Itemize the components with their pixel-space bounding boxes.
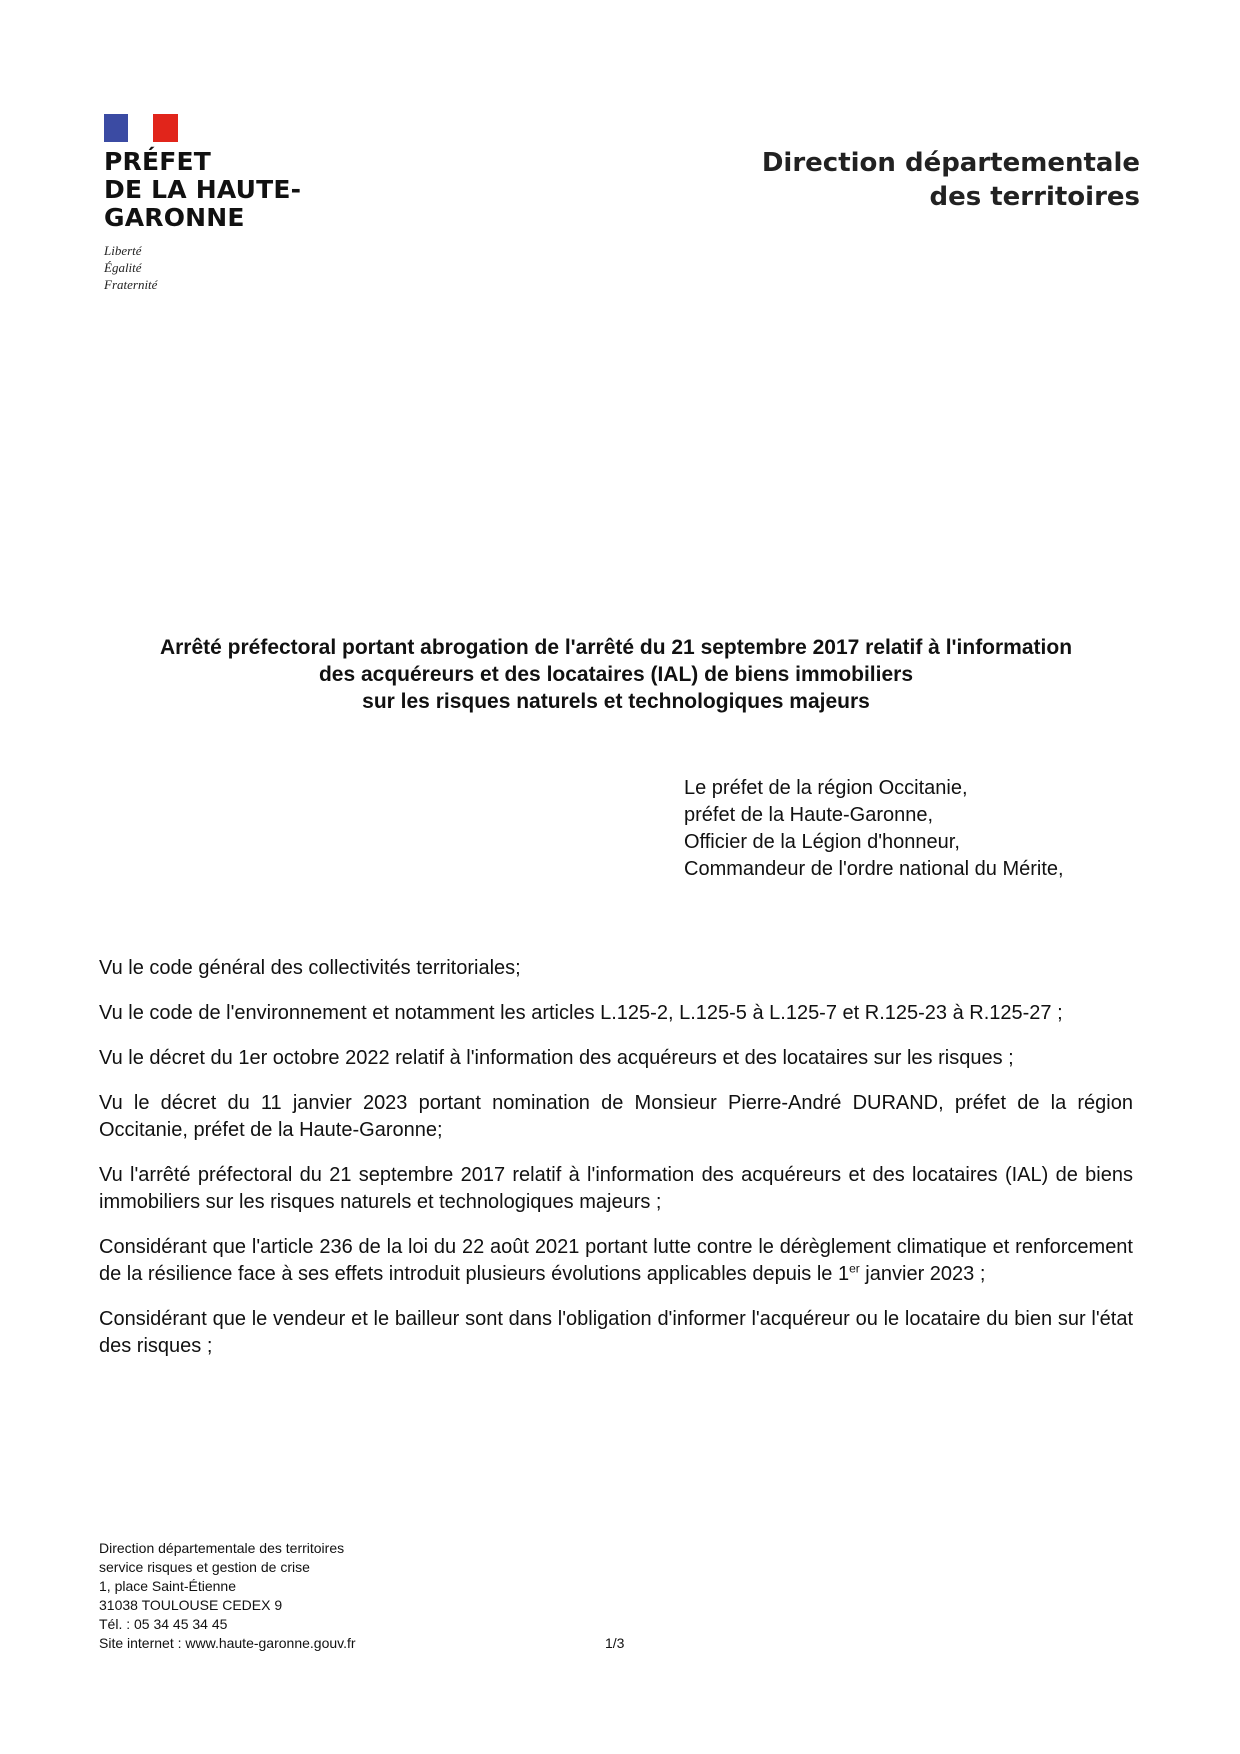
considerant-text: Considérant que l'article 236 de la loi du 22 août 2021 portant lutte contre le dérèglement climatique et renforcement de la résilience face à ses effets introduit plusieurs évolutions applicables depuis le 1 <box>99 1236 1133 1285</box>
visa-paragraph: Vu le code de l'environnement et notamment les articles L.125-2, L.125-5 à L.125-7 et R.125-23 à R.125-27 ; <box>99 1002 1063 1024</box>
authority-line: Commandeur de l'ordre national du Mérite, <box>684 858 1064 880</box>
footer-line: service risques et gestion de crise <box>99 1559 310 1575</box>
considerant-paragraph <box>99 1234 1133 1288</box>
authority-line: préfet de la Haute-Garonne, <box>684 804 934 826</box>
document-body <box>99 955 1133 1378</box>
prefect-name: PRÉFET DE LA HAUTE- GARONNE <box>104 147 302 232</box>
footer-address <box>99 1539 499 1653</box>
considerant-text-end: janvier 2023 ; <box>859 1263 986 1285</box>
issuing-direction <box>640 146 1140 214</box>
title-line: Arrêté préfectoral portant abrogation de l'arrêté du 21 septembre 2017 relatif à l'information <box>159 636 1073 659</box>
visa-paragraph: Vu le décret du 11 janvier 2023 portant nomination de Monsieur Pierre-André DURAND, préfet de la région Occitanie, préfet de la Haute-Garonne; <box>99 1092 1133 1141</box>
footer-line: 31038 TOULOUSE CEDEX 9 <box>99 1597 283 1613</box>
visa-paragraph: Vu le décret du 1er octobre 2022 relatif à l'information des acquéreurs et des locataires sur les risques ; <box>99 1047 1014 1069</box>
direction-line: Direction départementale <box>761 148 1140 178</box>
authority-line: Officier de la Légion d'honneur, <box>684 831 960 853</box>
motto-line: Fraternité <box>104 277 158 292</box>
flag-red-band <box>153 114 178 142</box>
authority-line: Le préfet de la région Occitanie, <box>684 777 968 799</box>
page-number: 1/3 <box>605 1635 625 1651</box>
flag-blue-band <box>104 114 128 142</box>
motto-line: Égalité <box>104 260 142 275</box>
title-line: des acquéreurs et des locataires (IAL) de biens immobiliers <box>318 663 914 686</box>
direction-line: des territoires <box>929 182 1140 212</box>
ordinal-superscript: er <box>849 1261 860 1276</box>
title-line: sur les risques naturels et technologiques majeurs <box>362 690 870 713</box>
french-flag-icon <box>104 114 178 142</box>
prefecture-logo <box>104 114 304 293</box>
footer-line: Direction départementale des territoires <box>99 1540 345 1556</box>
visa-paragraph: Vu le code général des collectivités territoriales; <box>99 957 521 979</box>
footer-line: Tél. : 05 34 45 34 45 <box>99 1616 228 1632</box>
considerant-paragraph: Considérant que le vendeur et le bailleur sont dans l'obligation d'informer l'acquéreur ou le locataire du bien sur l'état des risques ; <box>99 1308 1133 1357</box>
authority-block <box>684 775 1144 883</box>
footer-line: 1, place Saint-Étienne <box>99 1578 236 1594</box>
flag-white-band <box>128 114 152 142</box>
document-title <box>96 634 1136 715</box>
republic-motto <box>104 242 304 293</box>
footer-website: Site internet : www.haute-garonne.gouv.fr <box>99 1635 356 1651</box>
motto-line: Liberté <box>104 243 142 258</box>
visa-paragraph: Vu l'arrêté préfectoral du 21 septembre 2017 relatif à l'information des acquéreurs et des locataires (IAL) de biens immobiliers sur les risques naturels et technologiques majeurs ; <box>99 1164 1133 1213</box>
